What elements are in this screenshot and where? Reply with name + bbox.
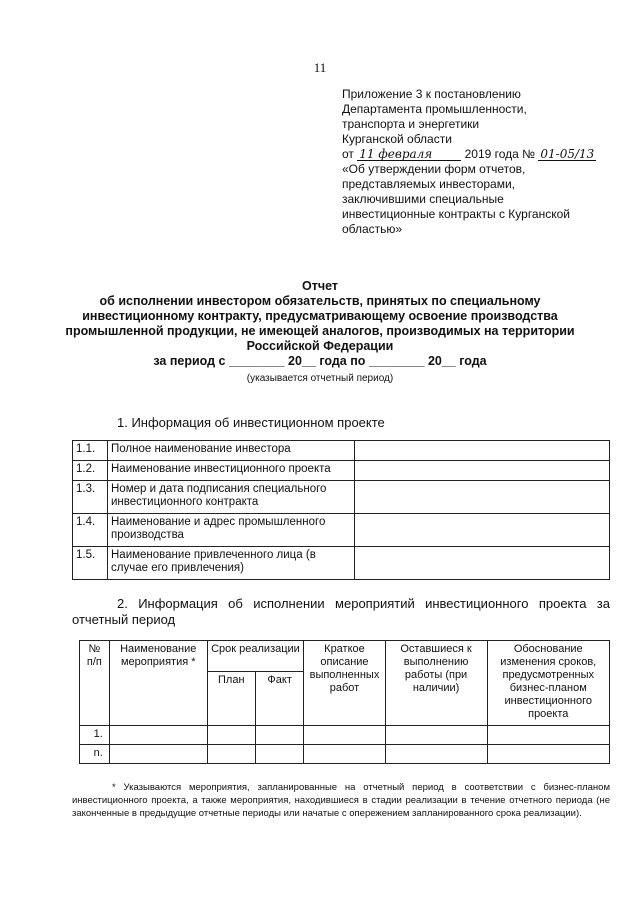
appendix-block	[342, 87, 632, 237]
appendix-line: Приложение 3 к постановлению	[342, 87, 521, 101]
investment-project-table	[72, 440, 610, 580]
header-num: № п/п	[80, 641, 110, 726]
row-number: 1.5.	[73, 547, 108, 580]
activities-table	[79, 640, 610, 764]
report-title-block	[40, 279, 600, 369]
table-row-num: n.	[80, 745, 110, 764]
table-cell	[109, 745, 207, 764]
row-number: 1.2.	[73, 461, 108, 481]
table-cell	[385, 745, 487, 764]
table-cell	[487, 726, 610, 745]
table-cell	[207, 745, 255, 764]
table-cell	[304, 726, 385, 745]
footnote: * Указываются мероприятия, запланированные на отчетный период в соответствии с бизнес-планом инвестиционного проекта, а также мероприятия, находившиеся в стадии реализации в течение отчетного периода (не законченные в предыдущие отчетные периоды или начатые с опережением запланированного срока реализации).	[72, 782, 610, 819]
row-number: 1.1.	[73, 441, 108, 461]
table-row	[73, 547, 610, 580]
table-cell	[109, 726, 207, 745]
appendix-line: Курганской области	[342, 132, 452, 146]
report-title: Отчет	[301, 279, 338, 293]
appendix-line: областью»	[342, 222, 403, 236]
row-value	[355, 461, 610, 481]
appendix-line: Департамента промышленности,	[342, 102, 527, 116]
row-label: Наименование привлеченного лица (в случае его привлечения)	[108, 547, 355, 580]
table-row-num: 1.	[80, 726, 110, 745]
table-row	[73, 514, 610, 547]
appendix-line: заключившими специальные	[342, 192, 504, 206]
report-title-line: промышленной продукции, не имеющей аналогов, производимых на территории	[65, 324, 575, 338]
header-justification: Обоснование изменения сроков, предусмотренных бизнес-планом инвестиционного проекта	[487, 641, 610, 726]
table-cell	[304, 745, 385, 764]
row-label: Наименование инвестиционного проекта	[108, 461, 355, 481]
header-term: Срок реализации	[207, 641, 304, 672]
appendix-line: инвестиционные контракты с Курганской	[342, 207, 570, 221]
section1-heading: 1. Информация об инвестиционном проекте	[117, 415, 385, 430]
row-value	[355, 514, 610, 547]
year-text: 2019 года №	[464, 147, 536, 161]
table-cell	[255, 745, 303, 764]
table-row	[73, 481, 610, 514]
row-label: Полное наименование инвестора	[108, 441, 355, 461]
appendix-line: транспорта и энергетики	[342, 117, 480, 131]
appendix-date-line	[342, 147, 632, 162]
report-title-line: об исполнении инвестором обязательств, принятых по специальному	[99, 294, 541, 308]
table-cell	[255, 726, 303, 745]
appendix-line: «Об утверждении форм отчетов,	[342, 162, 526, 176]
section2-heading-cont: отчетный период	[72, 612, 176, 627]
row-number: 1.3.	[73, 481, 108, 514]
appendix-line: представляемых инвесторами,	[342, 177, 516, 191]
table-cell	[385, 726, 487, 745]
from-label: от	[342, 147, 354, 161]
section2-heading: 2. Информация об исполнении мероприятий инвестиционного проекта за	[117, 596, 610, 611]
row-label: Наименование и адрес промышленного производства	[108, 514, 355, 547]
row-label: Номер и дата подписания специального инвестиционного контракта	[108, 481, 355, 514]
table-row	[73, 461, 610, 481]
table-cell	[487, 745, 610, 764]
header-description: Краткое описание выполненных работ	[304, 641, 385, 726]
header-plan: План	[207, 672, 255, 726]
header-remaining: Оставшиеся к выполнению работы (при наличии)	[385, 641, 487, 726]
report-title-line: Российской Федерации	[246, 339, 394, 353]
page-number: 11	[313, 60, 327, 75]
row-value	[355, 481, 610, 514]
handwritten-number: 01-05/13	[540, 147, 595, 161]
table-row	[73, 441, 610, 461]
report-period: за период с ________ 20__ года по ________ 20__ года	[153, 354, 487, 368]
handwritten-date: 11 февраля	[357, 148, 461, 161]
period-note: (указывается отчетный период)	[246, 373, 394, 384]
row-value	[355, 547, 610, 580]
header-fact: Факт	[255, 672, 303, 726]
table-cell	[207, 726, 255, 745]
header-name: Наименование мероприятия *	[109, 641, 207, 726]
report-title-line: инвестиционному контракту, предусматривающему освоение производства	[82, 309, 558, 323]
row-number: 1.4.	[73, 514, 108, 547]
row-value	[355, 441, 610, 461]
